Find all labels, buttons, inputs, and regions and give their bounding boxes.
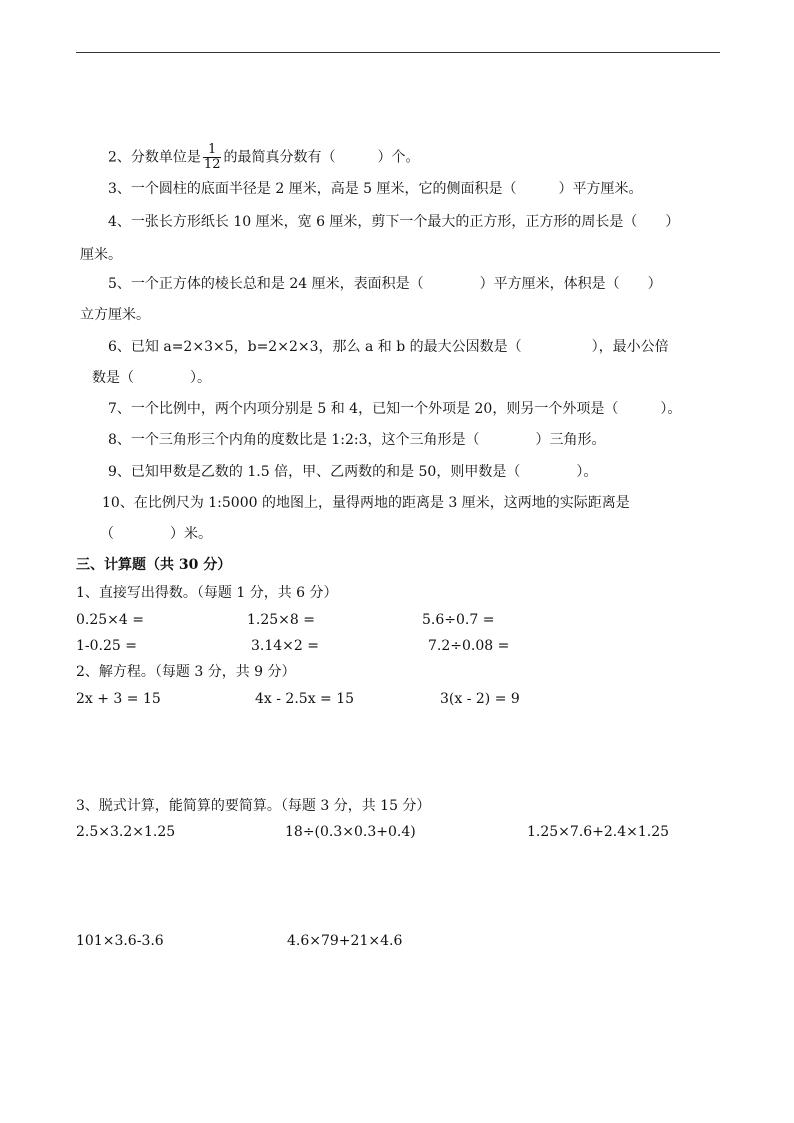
expression-4: 101×3.6-3.6 <box>76 933 164 949</box>
part-2-title: 2、解方程。（每题 3 分，共 9 分） <box>76 664 296 680</box>
question-9: 9、已知甲数是乙数的 1.5 倍，甲、乙两数的和是 50，则甲数是（ ）。 <box>108 464 598 480</box>
section-3-title: 三、计算题（共 30 分） <box>76 557 232 573</box>
expression-5: 4.6×79+21×4.6 <box>287 933 403 949</box>
question-5-line-2: 立方厘米。 <box>80 307 150 323</box>
expression-1: 2.5×3.2×1.25 <box>76 824 176 840</box>
question-2-prefix: 2、分数单位是 <box>108 149 201 166</box>
calc-item-1: 0.25×4 = <box>76 612 144 628</box>
expression-2: 18÷(0.3×0.3+0.4) <box>285 824 416 840</box>
calc-item-6: 7.2÷0.08 = <box>428 638 510 654</box>
calc-item-4: 1-0.25 = <box>76 638 137 654</box>
question-6-line-1: 6、已知 a=2×3×5，b=2×2×3，那么 a 和 b 的最大公因数是（ ），最小公倍 <box>108 339 669 355</box>
calc-item-3: 5.6÷0.7 = <box>422 612 495 628</box>
question-2 <box>108 143 419 172</box>
question-5-line-1: 5、一个正方体的棱长总和是 24 厘米，表面积是（ ）平方厘米，体积是（ ） <box>108 276 662 292</box>
part-1-title: 1、直接写出得数。（每题 1 分，共 6 分） <box>76 585 338 601</box>
equation-1: 2x + 3 = 15 <box>76 691 161 707</box>
expression-3: 1.25×7.6+2.4×1.25 <box>527 824 670 840</box>
equation-3: 3(x - 2) = 9 <box>440 691 520 707</box>
question-4-line-2: 厘米。 <box>80 247 122 263</box>
equation-2: 4x - 2.5x = 15 <box>255 691 355 707</box>
question-10-line-2: （ ）米。 <box>100 526 212 542</box>
question-3: 3、一个圆柱的底面半径是 2 厘米，高是 5 厘米，它的侧面积是（ ）平方厘米。 <box>108 181 643 197</box>
header-rule <box>76 52 720 53</box>
question-7: 7、一个比例中，两个内项分别是 5 和 4，已知一个外项是 20，则另一个外项是（ ）。 <box>108 401 682 417</box>
calc-item-5: 3.14×2 = <box>251 638 319 654</box>
question-6-line-2: 数是（ ）。 <box>92 370 211 386</box>
fraction-numerator: 1 <box>203 143 222 158</box>
question-10-line-1: 10、在比例尺为 1:5000 的地图上，量得两地的距离是 3 厘米，这两地的实际距离是 <box>102 495 630 511</box>
question-8: 8、一个三角形三个内角的度数比是 1:2:3，这个三角形是（ ）三角形。 <box>108 432 606 448</box>
question-4-line-1: 4、一张长方形纸长 10 厘米，宽 6 厘米，剪下一个最大的正方形，正方形的周长是（ ） <box>108 214 680 230</box>
calc-item-2: 1.25×8 = <box>247 612 315 628</box>
question-2-suffix: 的最简真分数有（ ）个。 <box>223 149 420 166</box>
fraction-denominator: 12 <box>203 157 221 172</box>
fraction-one-twelfth <box>203 143 222 172</box>
part-3-title: 3、脱式计算，能简算的要简算。（每题 3 分，共 15 分） <box>76 798 431 814</box>
